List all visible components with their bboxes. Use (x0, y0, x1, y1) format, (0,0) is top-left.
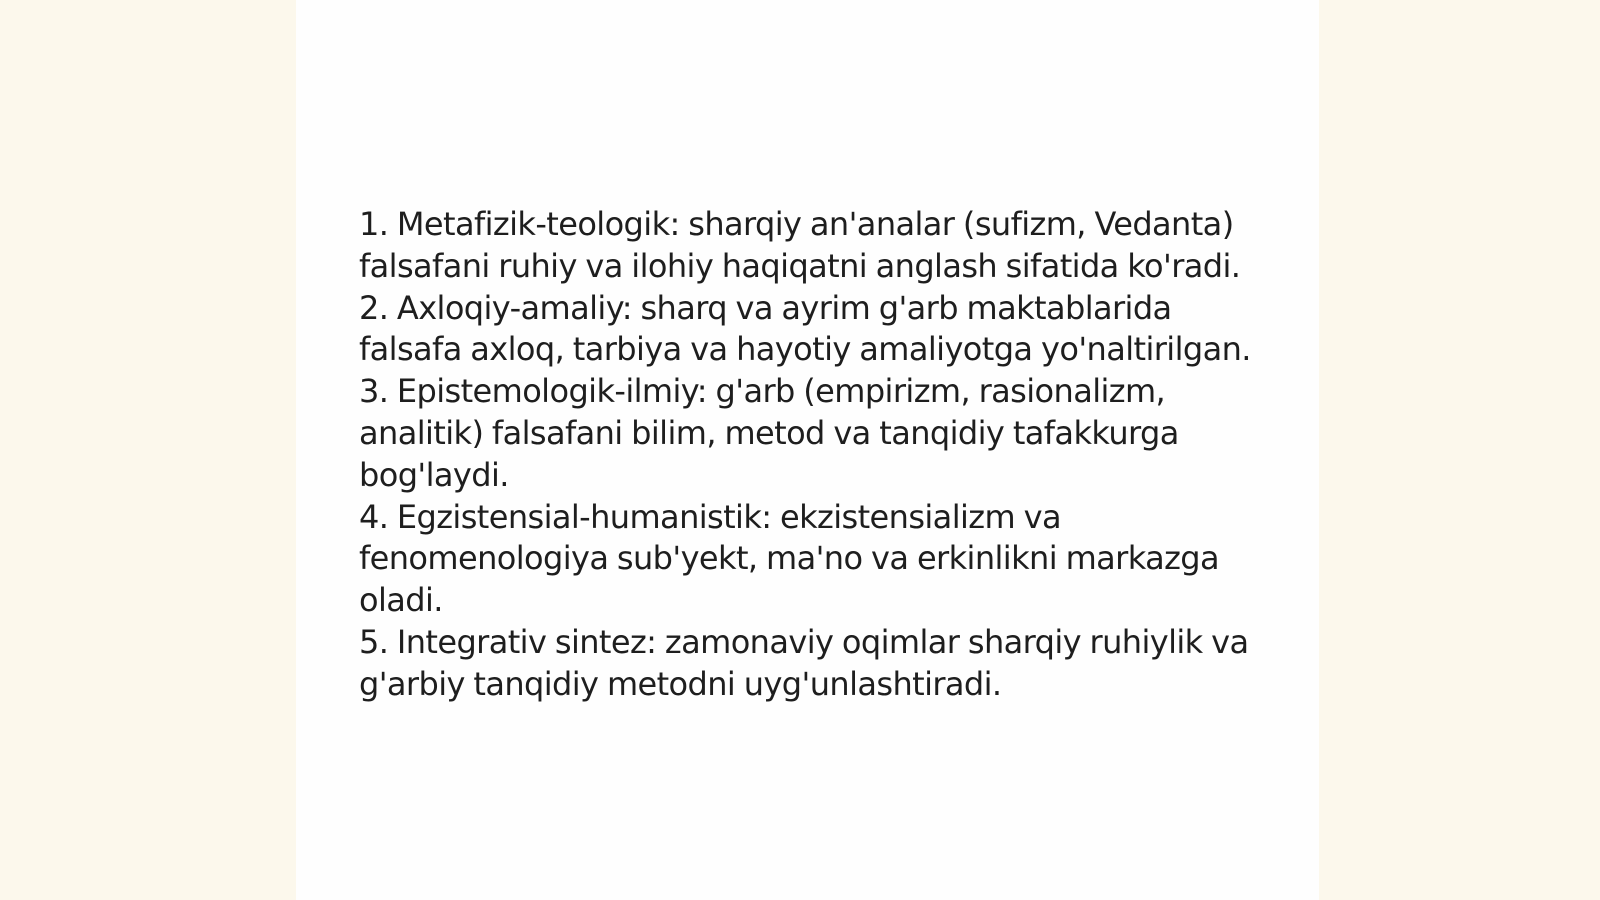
list-item: 2. Axloqiy-amaliy: sharq va ayrim g'arb maktablarida falsafa axloq, tarbiya va hayotiy amaliyotga yo'naltirilgan. (359, 288, 1251, 369)
list-item: 3. Epistemologik-ilmiy: g'arb (empirizm, rasionalizm, analitik) falsafani bilim, metod va tanqidiy tafakkurga bog'laydi. (359, 372, 1179, 494)
list-item: 5. Integrativ sintez: zamonaviy oqimlar sharqiy ruhiylik va g'arbiy tanqidiy metodni uyg'unlashtiradi. (359, 622, 1249, 703)
numbered-list (359, 204, 1259, 706)
content-panel (296, 0, 1319, 900)
list-item: 1. Metafizik-teologik: sharqiy an'analar (sufizm, Vedanta) falsafani ruhiy va ilohiy haqiqatni anglash sifatida ko'radi. (359, 205, 1241, 285)
list-item: 4. Egzistensial-humanistik: ekzistensializm va fenomenologiya sub'yekt, ma'no va erkinlikni markazga oladi. (359, 497, 1219, 620)
